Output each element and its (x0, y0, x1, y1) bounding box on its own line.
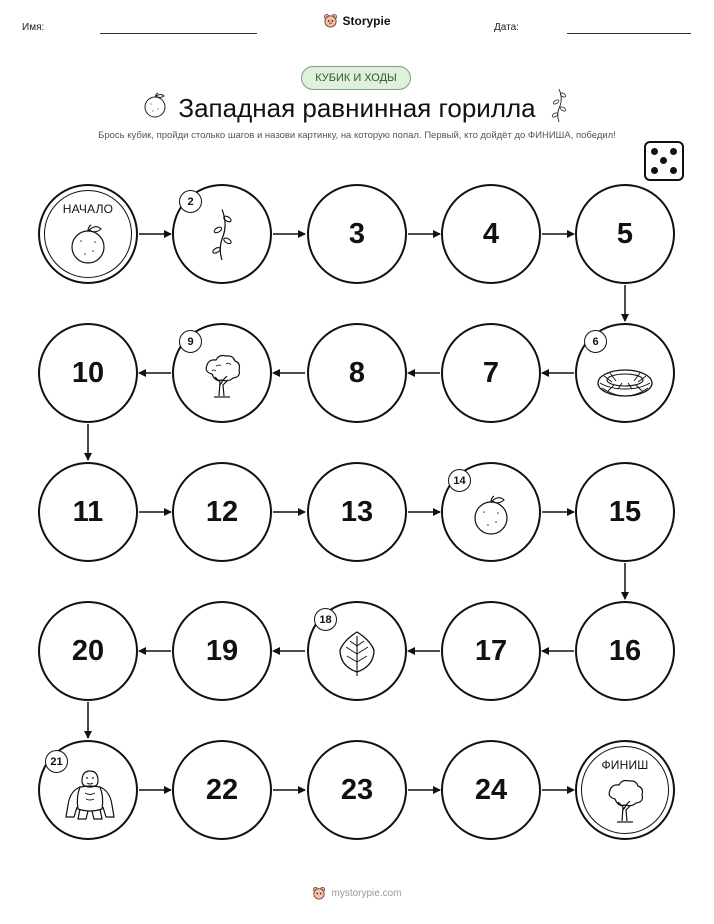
game-type-badge: КУБИК И ХОДЫ (301, 66, 411, 90)
space-number: 12 (205, 495, 239, 528)
board-space-24[interactable] (441, 740, 541, 840)
space-number: 23 (340, 773, 374, 806)
leaf-icon (337, 628, 377, 678)
space-number: 7 (482, 356, 500, 389)
nest-icon (594, 361, 656, 401)
space-number: 8 (348, 356, 366, 389)
name-label: Имя: (22, 22, 45, 33)
space-tag-6: 6 (584, 330, 607, 353)
gorilla-icon (60, 767, 116, 823)
board-space-7[interactable] (441, 323, 541, 423)
board-space-19[interactable] (172, 601, 272, 701)
board-space-16[interactable] (575, 601, 675, 701)
board-space-10[interactable] (38, 323, 138, 423)
space-tag-18: 18 (314, 608, 337, 631)
board-space-8[interactable] (307, 323, 407, 423)
space-tag-14: 14 (448, 469, 471, 492)
space-number: 20 (71, 634, 105, 667)
space-number: 16 (608, 634, 642, 667)
vine-icon (207, 206, 237, 262)
board-space-15[interactable] (575, 462, 675, 562)
orange-icon (468, 492, 514, 538)
space-number: 24 (474, 773, 508, 806)
storypie-logo-icon (312, 886, 326, 900)
tree-icon (202, 354, 242, 398)
start-label: НАЧАЛО (62, 202, 114, 216)
board-space-11[interactable] (38, 462, 138, 562)
space-number: 4 (482, 217, 500, 250)
space-number: 3 (348, 217, 366, 250)
board-space-3[interactable] (307, 184, 407, 284)
space-number: 22 (205, 773, 239, 806)
board-space-23[interactable] (307, 740, 407, 840)
board-space-4[interactable] (441, 184, 541, 284)
space-number: 19 (205, 634, 239, 667)
board-space-22[interactable] (172, 740, 272, 840)
space-number: 13 (340, 495, 374, 528)
instructions: Брось кубик, пройди столько шагов и назови картинку, на которую попал. Первый, кто дойдёт до ФИНИША, победил! (98, 130, 616, 141)
date-label: Дата: (494, 22, 519, 33)
brand-name: Storypie (342, 13, 391, 28)
board-space-20[interactable] (38, 601, 138, 701)
space-number: 15 (608, 495, 642, 528)
board-space-5[interactable] (575, 184, 675, 284)
space-tag-21: 21 (45, 750, 68, 773)
board-space-17[interactable] (441, 601, 541, 701)
space-tag-2: 2 (179, 190, 202, 213)
space-number: 17 (474, 634, 508, 667)
space-number: 11 (72, 495, 104, 528)
footer-url[interactable]: mystorypie.com (331, 887, 402, 899)
footer (0, 886, 714, 905)
page-title: Западная равнинная горилла (178, 93, 536, 123)
space-number: 10 (71, 356, 105, 389)
board-space-12[interactable] (172, 462, 272, 562)
finish-space[interactable] (575, 740, 675, 840)
start-space[interactable] (38, 184, 138, 284)
finish-label: ФИНИШ (601, 758, 649, 772)
space-tag-9: 9 (179, 330, 202, 353)
board-space-13[interactable] (307, 462, 407, 562)
space-number: 5 (616, 217, 634, 250)
